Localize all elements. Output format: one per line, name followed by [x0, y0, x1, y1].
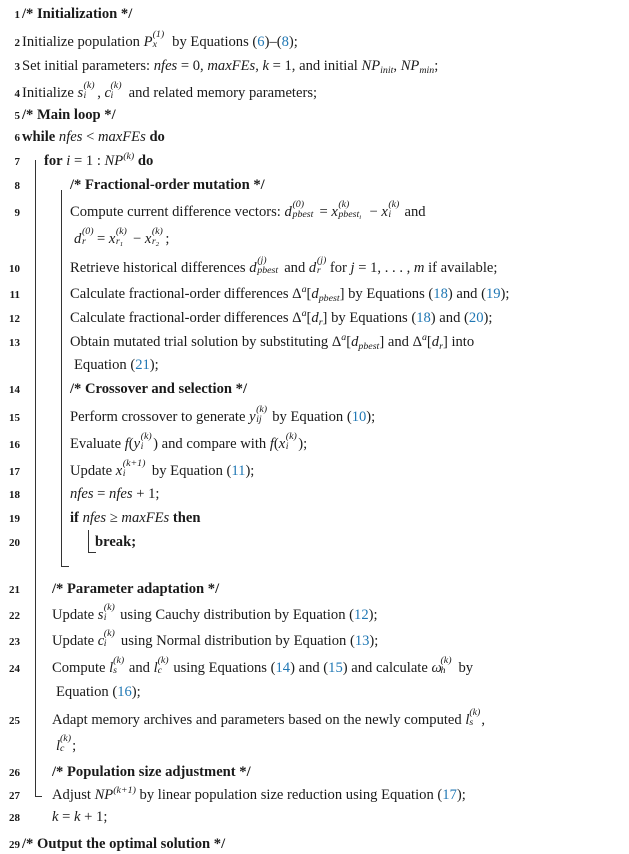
line-number: 11	[9, 289, 20, 301]
line-number: 5	[14, 110, 20, 122]
if-block-bar	[88, 530, 89, 553]
comment-parameter-adaptation: /* Parameter adaptation */	[52, 581, 220, 597]
for-block-bar	[61, 190, 62, 567]
line-number: 18	[9, 489, 20, 501]
line-content: Compute l (k) s and l (k) c using Equations (14) and (15) and calculate ω (k) h by	[52, 654, 474, 677]
line-number: 6	[14, 132, 20, 144]
equation-ref-19[interactable]: 19	[485, 286, 501, 302]
if-statement: if nfes ≥ maxFEs then	[70, 510, 201, 526]
line-content: Adapt memory archives and parameters based on the newly computed l (k) s ,	[52, 706, 486, 729]
comment-crossover-selection: /* Crossover and selection */	[70, 381, 248, 397]
line-number: 29	[9, 839, 20, 851]
for-block-end	[61, 566, 69, 567]
line-number: 17	[9, 466, 20, 478]
line-number: 3	[14, 61, 20, 73]
line-content: d (0) r = x (k) $r_1$ − x (k) $r_2$ ;	[74, 225, 170, 249]
line-number: 22	[9, 610, 20, 622]
line-content: Initialize s (k) i , c (k) i and related memory parameters;	[22, 79, 318, 102]
equation-ref-21[interactable]: 21	[135, 357, 150, 373]
line-number: 26	[9, 767, 20, 779]
while-statement: while nfes < maxFEs do	[22, 129, 165, 145]
break-statement: break;	[95, 534, 137, 550]
line-number: 1	[14, 9, 20, 21]
line-content: Equation (21);	[74, 357, 159, 373]
equation-ref-8[interactable]: 8	[281, 34, 289, 50]
line-number: 27	[9, 790, 20, 802]
line-number: 2	[14, 37, 20, 49]
equation-ref-14[interactable]: 14	[275, 660, 291, 676]
comment-fractional-mutation: /* Fractional-order mutation */	[70, 177, 265, 193]
comment-main-loop: /* Main loop */	[22, 107, 116, 123]
line-content: Perform crossover to generate y (k) ij by Equation (10);	[70, 403, 376, 426]
line-number: 9	[14, 207, 20, 219]
line-number: 20	[9, 537, 20, 549]
line-number: 21	[9, 584, 20, 596]
line-content: Update c (k) i using Normal distribution by Equation (13);	[52, 627, 379, 650]
line-number: 19	[9, 513, 20, 525]
line-content: Update x (k+1) i by Equation (11);	[70, 457, 255, 480]
line-number: 16	[9, 439, 20, 451]
line-content: Obtain mutated trial solution by substituting $\Delta^a[d_{pbest}]$ and $\Delta^a[d_r]$ into	[70, 332, 475, 352]
line-content: Set initial parameters: nfes = 0, maxFEs, k = 1, and initial $NP_{init}$, $NP_{min}$;	[22, 58, 439, 76]
line-number: 7	[14, 156, 20, 168]
equation-ref-18[interactable]: 18	[433, 286, 448, 302]
equation-ref-13[interactable]: 13	[354, 633, 370, 649]
line-number: 25	[9, 715, 20, 727]
line-number: 10	[9, 263, 20, 275]
equation-ref-20[interactable]: 20	[468, 310, 484, 326]
comment-output-solution: /* Output the optimal solution */	[22, 836, 226, 852]
line-content: Retrieve historical differences d (j) pbest and d (j) r for j = 1, . . . , m if available;	[70, 254, 498, 277]
equation-ref-17[interactable]: 17	[442, 787, 457, 803]
line-number: 13	[9, 337, 20, 349]
while-block-end	[35, 796, 42, 797]
line-content: Adjust $NP^{(k+1)}$ by linear population size reduction using Equation (17);	[52, 785, 466, 803]
line-content: Equation (16);	[56, 684, 141, 700]
line-number: 23	[9, 636, 20, 648]
line-content: Initialize population P (1) x by Equations (6)–(8);	[22, 28, 298, 51]
equation-ref-10[interactable]: 10	[351, 409, 367, 425]
for-statement: for i = 1 : NP$^{(k)}$ do	[44, 151, 154, 169]
equation-ref-6[interactable]: 6	[257, 34, 265, 50]
line-content: Evaluate f(y (k) i ) and compare with f(x (k) i );	[70, 430, 308, 453]
line-number: 4	[14, 88, 20, 100]
line-content: Update s (k) i using Cauchy distribution by Equation (12);	[52, 601, 378, 624]
equation-ref-12[interactable]: 12	[354, 607, 369, 623]
line-number: 15	[9, 412, 20, 424]
line-content: Compute current difference vectors: d (0) pbest = x (k) pbest$_i$ − x (k) i and	[70, 198, 426, 222]
equation-ref-18[interactable]: 18	[416, 310, 431, 326]
comment-initialization: /* Initialization */	[22, 6, 133, 22]
line-content: nfes = nfes + 1;	[70, 486, 160, 502]
equation-ref-15[interactable]: 15	[328, 660, 343, 676]
line-content: Calculate fractional-order differences $\Delta^a[d_{pbest}]$ by Equations (18) and (19);	[70, 284, 510, 304]
line-number: 14	[9, 384, 20, 396]
while-block-bar	[35, 160, 36, 797]
equation-ref-11[interactable]: 11	[231, 463, 246, 479]
equation-ref-16[interactable]: 16	[117, 684, 132, 700]
line-content: k = k + 1;	[52, 809, 108, 825]
if-block-end	[88, 552, 96, 553]
line-number: 12	[9, 313, 20, 325]
comment-population-size: /* Population size adjustment */	[52, 764, 251, 780]
line-number: 8	[14, 180, 20, 192]
line-content: Calculate fractional-order differences $\Delta^a[d_r]$ by Equations (18) and (20);	[70, 308, 493, 328]
line-number: 24	[9, 663, 20, 675]
line-content: l (k) c ;	[56, 732, 77, 755]
line-number: 28	[9, 812, 20, 824]
